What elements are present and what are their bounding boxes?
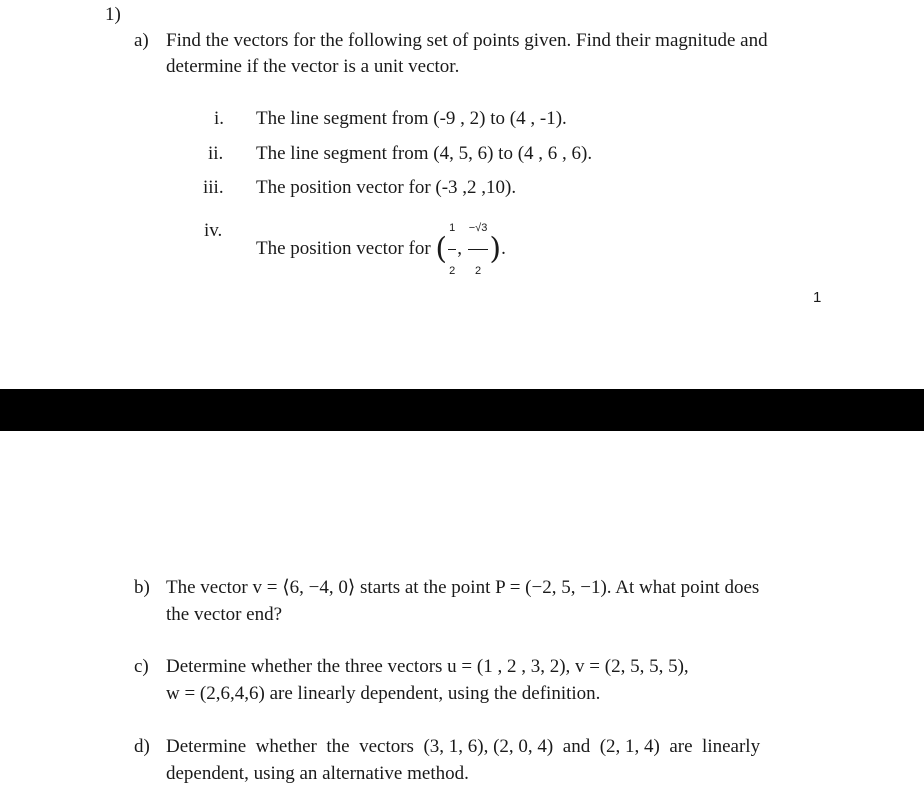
item-i-numeral: i. (214, 108, 225, 129)
fraction-neg-sqrt3-half (468, 208, 489, 291)
part-a-line2: determine if the vector is a unit vector. (166, 56, 460, 77)
part-c-line2: w = (2,6,4,6) are linearly dependent, using the definition. (166, 683, 601, 704)
part-d-line2: dependent, using an alternative method. (166, 763, 469, 784)
item-iv-numeral: iv. (204, 220, 223, 241)
page-number: 1 (813, 289, 822, 306)
part-d-label: d) (134, 736, 150, 757)
redaction-band (0, 389, 924, 431)
open-paren: ( (435, 231, 448, 267)
frac1-denominator: 2 (449, 265, 456, 277)
part-c-label: c) (134, 656, 149, 677)
part-c-line1: Determine whether the three vectors u = (1 , 2 , 3, 2), v = (2, 5, 5, 5), (166, 656, 689, 677)
item-iv-end: . (501, 237, 506, 259)
item-iii-numeral: iii. (203, 177, 224, 198)
fraction-one-half (448, 208, 456, 291)
frac2-denominator: 2 (474, 265, 482, 277)
part-a-line1: Find the vectors for the following set of points given. Find their magnitude and (166, 30, 768, 51)
item-ii-text: The line segment from (4, 5, 6) to (4 , 6 , 6). (256, 143, 593, 164)
frac2-numerator: −√3 (468, 208, 489, 250)
frac1-numerator: 1 (448, 208, 456, 250)
part-d-line1: Determine whether the vectors (3, 1, 6), (2, 0, 4) and (2, 1, 4) are linearly (166, 736, 761, 757)
item-ii-numeral: ii. (208, 143, 224, 164)
part-a-label: a) (134, 30, 149, 51)
part-b-line2: the vector end? (166, 604, 283, 625)
part-b-label: b) (134, 577, 150, 598)
item-i-text: The line segment from (-9 , 2) to (4 , -1). (256, 108, 567, 129)
problem-number: 1) (105, 4, 121, 25)
fraction-comma: , (457, 237, 462, 259)
item-iv-line (256, 208, 506, 291)
item-iv-text: The position vector for (256, 237, 431, 259)
close-paren: ) (489, 231, 502, 267)
item-iii-text: The position vector for (-3 ,2 ,10). (256, 177, 517, 198)
part-b-line1: The vector v = ⟨6, −4, 0⟩ starts at the point P = (−2, 5, −1). At what point does (166, 577, 760, 598)
